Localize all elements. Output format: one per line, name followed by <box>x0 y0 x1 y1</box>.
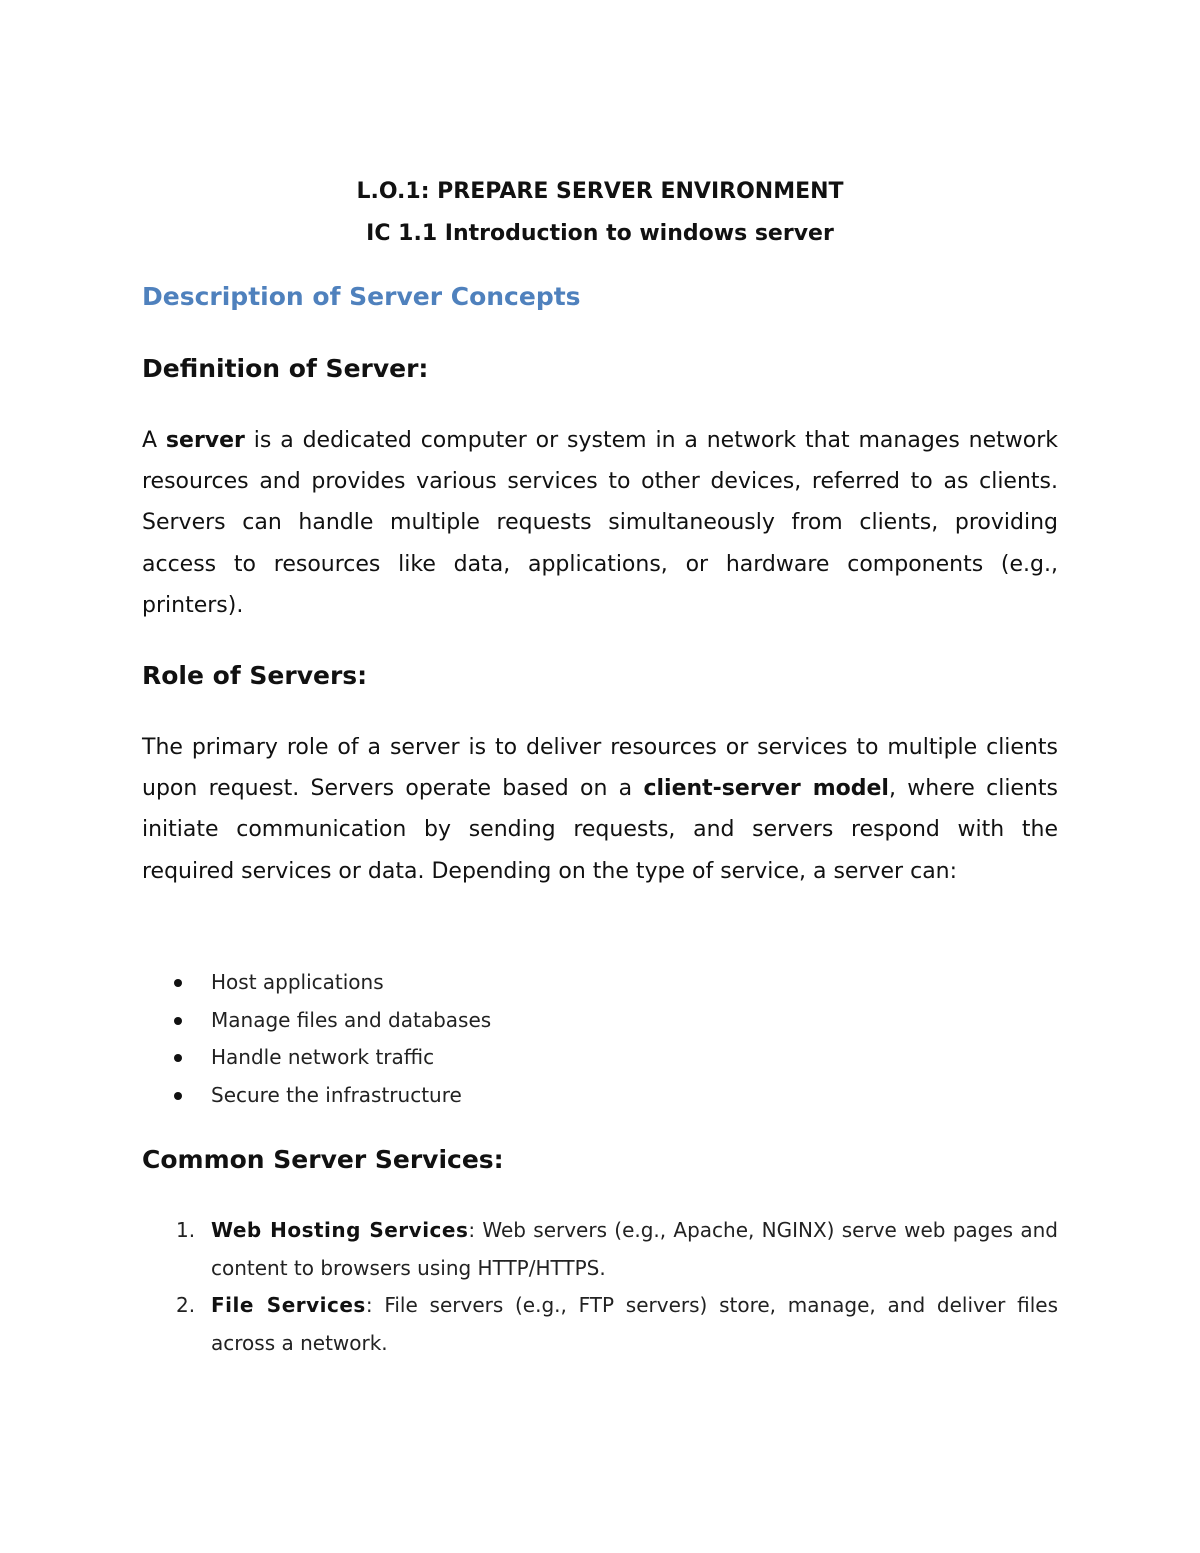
list-item-label: Host applications <box>211 970 384 994</box>
role-paragraph <box>142 727 1058 892</box>
bullet-icon <box>174 1092 182 1100</box>
list-item <box>142 1002 1058 1040</box>
list-number: 2. <box>176 1293 196 1317</box>
service-description: : File servers (e.g., FTP servers) store, manage, and deliver files across a network. <box>211 1293 1058 1355</box>
role-bold-term: client-server model <box>643 776 889 802</box>
role-text-before: The primary role of a server is to deliver resources or services to multiple clients upon request. Servers operate based on a <box>142 735 1058 802</box>
bullet-icon <box>174 1054 182 1062</box>
list-item <box>142 1212 1058 1287</box>
service-term: File Services <box>211 1293 366 1317</box>
list-item-label: Secure the infrastructure <box>211 1082 462 1107</box>
list-number: 1. <box>176 1218 196 1242</box>
list-item-label: Handle network traffic <box>211 1045 435 1069</box>
definition-bold-term: server <box>165 428 245 453</box>
document-subtitle: IC 1.1 Introduction to windows server <box>366 221 834 246</box>
document-title: L.O.1: PREPARE SERVER ENVIRONMENT <box>356 179 844 204</box>
definition-paragraph <box>142 420 1058 626</box>
service-term: Web Hosting Services <box>211 1218 469 1242</box>
list-item-label: Manage files and databases <box>211 1007 492 1032</box>
list-item <box>142 1077 1058 1115</box>
definition-text-after: is a dedicated computer or system in a network that manages network resources and provides various services to other devices, referred to as clients. Servers can handle multiple requests simultaneously from clients, providing access to resources like data, applications, or hardware components (e.g., printers). <box>142 428 1058 618</box>
list-item <box>142 1287 1058 1362</box>
list-item <box>142 964 1058 1002</box>
service-description: : Web servers (e.g., Apache, NGINX) serve web pages and content to browsers using HTTP/HTTPS. <box>211 1218 1058 1280</box>
role-text-after: , where clients initiate communication by sending requests, and servers respond with the required services or data. Depending on the type of service, a server can: <box>142 776 1058 884</box>
services-numbered-list <box>142 1212 1058 1362</box>
bullet-icon <box>174 979 182 987</box>
definition-text-before: A <box>142 428 166 453</box>
role-heading: Role of Servers: <box>142 661 368 690</box>
bullet-icon <box>174 1017 182 1025</box>
role-bullet-list <box>142 964 1058 1114</box>
section-heading: Description of Server Concepts <box>142 282 581 311</box>
services-heading: Common Server Services: <box>142 1145 504 1174</box>
definition-heading: Definition of Server: <box>142 354 429 383</box>
list-item <box>142 1039 1058 1077</box>
